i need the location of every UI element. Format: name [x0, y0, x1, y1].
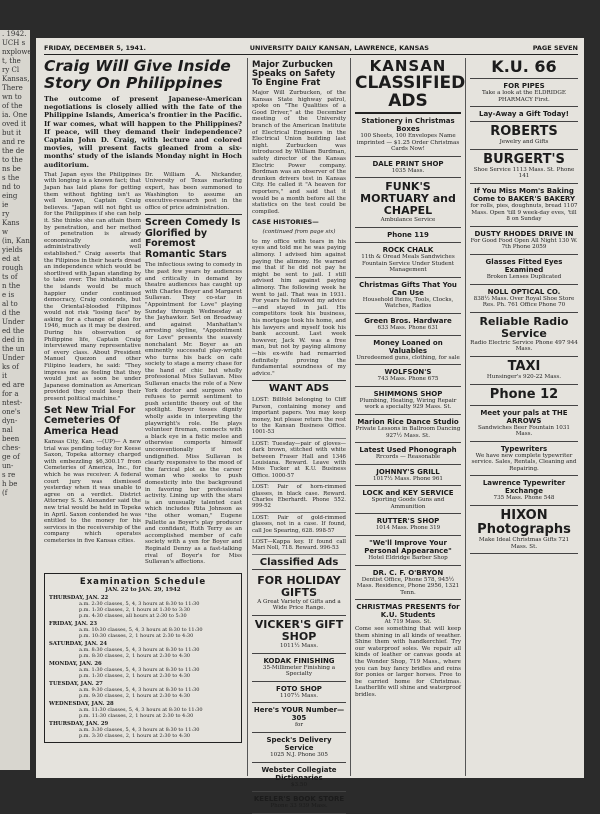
- column-craig-story: [44, 58, 248, 776]
- ad-title: Reliable Radio Service: [479, 314, 569, 340]
- ad-christmas-presents: CHRISTMAS PRESENTS for K.U. Students At 719 Mass. St. Come see something that will keep them shining in all kinds of weather. Shine them with handkerchief. Try our waterproof soles. We repair all kinds of leather or canvas goods at the Wonder Shop, 719 Mass., where you can buy fancy bridles and reins for ponies or larger horses. Free to be carried home for Christmas. Leatherlife will shine and waterproof bridles.: [355, 603, 461, 698]
- ad-text: Dentist Office, Phone 578, 945½ Mass. Residence, Phone 2956, 1321 Tenn.: [356, 576, 460, 596]
- prev-page-fragment: been: [2, 435, 20, 443]
- ad-title: Meet your pals at THE ARROWS: [480, 408, 568, 425]
- exam-line: p.m. 8:30 classes, 2, 1 hours at 2:30 to 4:30: [79, 652, 191, 659]
- prev-page-fragment: ded in: [2, 336, 25, 344]
- screen-comedy-headline: Screen Comedy Is Glorified by Foremost Romantic Stars: [145, 217, 241, 260]
- ad-text: Make Ideal Christmas Gifts 721 Mass. St.: [478, 537, 570, 550]
- prev-page-fragment: eing: [2, 192, 18, 200]
- ad-title: Phone 119: [387, 230, 429, 239]
- prev-page-fragment: e is: [2, 291, 15, 299]
- new-trial-headline: Set New Trial For Cemeteries Of America Head: [44, 404, 136, 437]
- ad-block: [355, 536, 461, 566]
- ad-title: Lay-Away a Gift Today!: [479, 110, 569, 119]
- ad-title: FOTO SHOP: [276, 684, 322, 693]
- exam-line: a.m. 9:30 classes, 5, 4, 3 hours at 8:30 to 11:30: [79, 686, 200, 693]
- ad-block: [355, 314, 461, 336]
- ad-block: [252, 763, 346, 793]
- ad-block: [470, 150, 578, 184]
- prev-page-fragment: and re: [2, 138, 25, 146]
- ad-title: KODAK FINISHING: [263, 656, 335, 665]
- nickander-item: Dr. William A. Nickander, University of Texas marketing expert, has been summoned to Washington to assume an executive-research post in the office of price administration.: [145, 171, 242, 211]
- ad-block: [355, 486, 461, 514]
- previous-page-edge: [0, 30, 30, 770]
- exam-line: a.m. 11:30 classes, 5, 4, 3 hours at 8:30 to 11:30: [79, 706, 203, 713]
- ad-title: SHIMMONS SHOP: [373, 389, 443, 398]
- ad-title: "We'll Improve Your Personal Appearance": [364, 539, 452, 556]
- classified-banner: [355, 57, 466, 114]
- prev-page-fragment: w: [2, 228, 8, 236]
- ad-text: 1017½ Mass. Phone 961: [373, 475, 443, 482]
- prev-page-fragment: dyn-: [2, 417, 18, 425]
- ad-title: RUTTER'S SHOP: [376, 517, 440, 526]
- craig-lead: The outcome of present Japanese-American negotiations is closely allied with the fate of the Philippine Islands, America's frontier in the Pacific. If war comes, what will happen to the Philippines? If peace, will they demand their independence? Captain John D. Craig, with lecture and colored movies, will present facts gleaned from a six-months' study of the islands Monday night in Hoch auditorium.: [44, 95, 242, 169]
- prev-page-fragment: al to: [2, 300, 18, 308]
- exam-line: p.m. 9:30 classes, 2, 1 hours at 2:30 to 4:30: [79, 692, 191, 699]
- prev-page-fragment: s the: [2, 174, 20, 182]
- ad-text: 633 Mass. Phone 631: [377, 324, 439, 331]
- ad-title: FOR HOLIDAY GIFTS: [257, 573, 341, 599]
- ad-text: Radio Electric Service Phone 497 944 Mass.: [470, 339, 578, 353]
- prev-page-fragment: Under: [2, 318, 25, 326]
- prev-page-fragment: (in, Kan: [2, 237, 30, 245]
- prev-page-fragment: ge of: [2, 453, 20, 461]
- ad-block: [470, 122, 578, 150]
- prev-page-fragment: yields: [2, 246, 23, 254]
- ad-block: [470, 506, 578, 554]
- prev-page-fragment: ed the: [2, 327, 25, 335]
- prev-page-fragment: it: [2, 372, 8, 380]
- prev-page-fragment: n the: [2, 282, 21, 290]
- ad-text: 1011½ Mass.: [279, 643, 319, 650]
- want-ad-item: LOST: Pair of gold-rimmed glasses, not in a case. If found, call Joe Spearing, 628. 998-57: [252, 513, 346, 537]
- ad-text: for rolls, pies, doughnuts, bread 1107 Mass. Open 'till 9 week-day eves, 'till 8 on Sunday: [470, 202, 578, 223]
- ad-text: $3.50: [290, 781, 307, 788]
- prev-page-fragment: ie: [2, 201, 9, 209]
- ad-text: Plumbing, Heating, Wiring Repair work a specialty 929 Mass. St.: [359, 397, 457, 411]
- ad-text: 100 Sheets, 100 Envelopes Name imprinted — $1.25 Order Christmas Cards Now!: [356, 133, 460, 153]
- want-ad-item: LOST: Pair of horn-rimmed glasses, in black case. Reward. Charles Eberhardt. Phone 552. 999-52: [252, 482, 346, 513]
- page-header: [44, 44, 578, 55]
- ad-block: [470, 184, 578, 227]
- exam-line: p.m. 3:30 classes, 2, 1 hours at 2:30 to 4:30: [79, 732, 191, 739]
- ad-title: WOLFSON'S: [384, 368, 432, 377]
- ad-block: [470, 227, 578, 255]
- exam-schedule-dates: JAN. 22 to JAN. 29, 1942: [105, 586, 181, 593]
- prev-page-fragment: ts of: [2, 273, 18, 281]
- classified-ads-title: Classified Ads: [252, 558, 346, 570]
- ad-title: Lawrence Typewriter Exchange: [482, 479, 566, 496]
- craig-headline: Craig Will Give Inside Story On Philippines: [44, 57, 231, 92]
- prev-page-fragment: to the: [2, 156, 23, 164]
- prev-page-fragment: ry: [2, 210, 10, 218]
- ad-title: Glasses Fitted Eyes Examined: [485, 257, 563, 274]
- ad-text: 11th & Oread Meals Sandwiches Fountain Service Under Student Management: [361, 253, 455, 274]
- prev-page-fragment: d the: [2, 309, 21, 317]
- ad-title: If You Miss Mom's Baking Come to BAKER'S BAKERY: [472, 186, 576, 203]
- ad-title: ROCK CHALK: [382, 245, 434, 254]
- ad-text: for: [294, 722, 304, 729]
- header-masthead: UNIVERSITY DAILY KANSAN, LAWRENCE, KANSAS: [249, 44, 429, 52]
- ad-block: [355, 278, 461, 314]
- case-histories-body: to my office with tears in his eyes and told me he was paying alimony. I advised him against paying the alimony. He warned me that if he did not pay he might be sent to jail. I still advised him against paying alimony. The following week he went to jail. That was in 1931. For years he followed my advice—and stayed in jail. His competitors took his business, his mortgage took his home, and his lawyers and myself took his bank account. Last week however, Jack W. was a free man, but not by paying alimony—his ex-wife had remarried definitely proving the fundamental soundness of my advice.": [252, 238, 346, 377]
- ad-block: [470, 442, 578, 477]
- exam-day: THURSDAY, JAN. 29: [49, 720, 109, 727]
- ad-block: [470, 357, 578, 385]
- header-date: FRIDAY, DECEMBER 5, 1941.: [44, 44, 147, 52]
- ad-block: [252, 703, 346, 733]
- ad-title: Christmas Gifts That You Can Use: [359, 280, 457, 297]
- exam-line: a.m. 1:30 classes, 5, 4, 3 hours at 8:30 to 11:30: [79, 666, 200, 673]
- column-zurbucken: [248, 58, 351, 810]
- column-classified: [351, 58, 466, 776]
- prev-page-fragment: nxplowe: [2, 48, 32, 56]
- newspaper-page: [36, 38, 584, 810]
- exam-line: p.m. 11:30 classes, 2, 1 hours at 2:30 to 4:30: [79, 712, 194, 719]
- ad-text: Rrcords — Reasonable: [375, 454, 441, 461]
- ad-text: Ambulance Service: [380, 217, 436, 224]
- ad-block: [252, 792, 346, 814]
- ad-text: 743 Mass. Phone 675: [377, 376, 439, 383]
- ad-block: [355, 514, 461, 536]
- kansan-label: KANSAN: [369, 57, 447, 75]
- ad-block: [355, 465, 461, 487]
- ad-title: Marion Rice Dance Studio: [357, 417, 459, 426]
- ad-text: 838½ Mass. Over Royal Shoe Store Res. Ph. 761 Office Phone 70: [473, 295, 575, 309]
- exam-schedule-title: Examination Schedule: [79, 576, 207, 587]
- prev-page-fragment: ia. One: [2, 111, 28, 119]
- prev-page-fragment: for a: [2, 390, 19, 398]
- screen-comedy-body: The infectious swing to comedy in the past few years by audiences and critically in demand by theatre audiences has caught up with Charles Boyer and Margaret Sullavan. They co-star in "Appointment for Love" playing Sunday through Wednesday at the Jayhawker. Set on Broadway and against Manhattan's arresting skyline, "Appointment for Love" presents the suavely nonchalant Mr. Boyer as an eminently successful play-wright who turns his back on cafe society to stage a merry chase for the hand of chic but wholly professional Miss Sullavan. Miss Sullavan enacts the role of a New York doctor and surgeon who refuses to permit sentiment to push scientific theory out of the spotlight. Boyer tosses dignity wholly aside in interpreting the playwright's role. He plays volunteer fireman, connects with a black eye in a fistic melee and otherwise comports himself unconventionally if not undignified. Miss Sullavan is clearly responsive to the mood of the farcical plot as the career woman who seeks to push domesticity into the background in favoring her professional activity. Lining up with the stars is an unusually talented cast which includes Rita Johnson as "the other woman," Eugene Pallette as Boyer's play producer and confidant, Ruth Terry as an accomplished member of cafe society with a yen for Boyer and Reginald Denny as a fast-talking rival of Boyer's for Miss Sullavan's affections.: [145, 262, 242, 566]
- exam-line: a.m. 2:30 classes, 5, 4, 3 hours at 8:30 to 11:30: [79, 600, 200, 607]
- exam-line: p.m. 1:30 classes, 2, 1 hours at 1:30 to 3:30: [79, 606, 191, 613]
- ad-text: Jewelry and Gifts: [499, 139, 549, 146]
- prev-page-fragment: Under: [2, 354, 25, 362]
- ad-block: [355, 336, 461, 366]
- ad-title: Typewriters: [500, 444, 548, 453]
- ad-block: [252, 654, 346, 682]
- ad-title: NOLL OPTICAL CO.: [487, 287, 561, 296]
- exam-day: TUESDAY, JAN. 27: [49, 680, 103, 687]
- exam-day: THURSDAY, JAN. 22: [49, 594, 109, 601]
- prev-page-fragment: h be: [2, 480, 18, 488]
- ad-title: DALE PRINT SHOP: [372, 159, 444, 168]
- exam-day: FRIDAY, JAN. 23: [49, 620, 98, 627]
- ad-title: KEELER'S BOOK STORE: [253, 795, 345, 804]
- prev-page-fragment: ntest-: [2, 399, 23, 407]
- prev-page-fragment: the un: [2, 345, 25, 353]
- ad-title: LOCK and KEY SERVICE: [362, 489, 454, 498]
- ad-block: [355, 387, 461, 415]
- ad-text: Broken Lenses Duplicated: [486, 273, 562, 280]
- prev-page-fragment: the de: [2, 147, 25, 155]
- ad-title: Phone 12: [489, 386, 559, 402]
- exam-line: p.m. 4:30 classes, all hours at 2:30 to 5:30: [79, 612, 187, 619]
- classified-label: CLASSIFIED ADS: [355, 73, 466, 111]
- ad-block: [355, 178, 461, 228]
- prev-page-fragment: wn to: [2, 93, 22, 101]
- prev-page-fragment: oved it: [2, 120, 27, 128]
- ad-block: [355, 415, 461, 443]
- ad-title: VICKER'S GIFT SHOP: [254, 618, 344, 644]
- want-ad-item: LOST—Kappa key. If found call Mari Noll, 718. Reward. 996-53: [252, 537, 346, 555]
- ad-block: [252, 572, 346, 616]
- ad-text: Household Items, Tools, Clocks, Watches, Radios: [362, 296, 454, 310]
- ad-title: Here's YOUR Number—305: [253, 706, 345, 723]
- prev-page-fragment: ns be: [2, 165, 21, 173]
- ad-title: Latest Used Phonograph: [359, 446, 457, 455]
- ad-block: [470, 255, 578, 285]
- want-ad-item: LOST: Tuesday—pair of gloves—dark brown, stitched with white between Fraser Hall and 1346 Louisiana. Reward. Leave with Miss Tucker at K.U. Business Office. 1000-57: [252, 439, 346, 482]
- ad-title: BURGERT'S: [483, 151, 565, 167]
- ad-block: [470, 285, 578, 313]
- ad-title: DR. C. F. O'BRYON: [372, 568, 444, 577]
- exam-day: SATURDAY, JAN. 24: [49, 640, 108, 647]
- ad-text: Take a look at the ELDRIDGE PHARMACY First.: [482, 90, 566, 103]
- prev-page-fragment: t, the: [2, 57, 21, 65]
- prev-page-fragment: UCH s: [2, 39, 26, 47]
- ad-block: [470, 313, 578, 357]
- new-trial-body: Kansas City, Kan. —(UP)— A new trial was pending today for Keese Saxon, Topeka attorney charged with embezzling $6,300.17 from Cemeteries of America, Inc., for which he was receiver. A federal court jury was dismissed yesterday when it was unable to agree on a verdict. District Attorney S. S. Alexander said the new trial would be held in Topeka in April. Saxon contended he was entitled to the money for his services in the receivership of the company which operates cemeteries in five Kansas cities.: [44, 439, 141, 545]
- ad-block: [355, 566, 461, 601]
- ad-title: TAXI: [507, 358, 541, 374]
- ad-title: DUSTY RHODES DRIVE IN: [474, 229, 574, 238]
- ad-text: Hunsinger's 920-22 Mass.: [486, 373, 562, 380]
- ad-text: Phone 33 939 Mass.: [270, 803, 328, 810]
- ad-block: [355, 228, 461, 243]
- exam-line: p.m. 1:30 classes, 2, 1 hours at 2:30 to 4:30: [79, 672, 191, 679]
- ad-text: Hotel Eldridge Barber Shop: [368, 555, 448, 562]
- want-ads-title: WANT ADS: [268, 383, 330, 395]
- exam-day: MONDAY, JAN. 26: [49, 660, 102, 667]
- prev-page-fragment: of the: [2, 102, 23, 110]
- exam-schedule: [44, 573, 242, 743]
- prev-page-fragment: rough: [2, 264, 24, 272]
- ad-block: [470, 107, 578, 122]
- zurbucken-headline: Major Zurbucken Speaks on Safety To Engine Frat: [252, 60, 336, 88]
- ad-text: Private Lessons in Ballroom Dancing 927½ Mass. St.: [355, 425, 461, 439]
- ad-title: Stationery in Christmas Boxes: [361, 117, 455, 133]
- ad-text: A Great Variety of Gifts and a Wide Price Range.: [257, 598, 341, 612]
- prev-page-fragment: Kans: [2, 219, 20, 227]
- prev-page-fragment: Kansas,: [2, 75, 30, 83]
- ad-text: 1035 Mass.: [391, 167, 425, 174]
- ad-title: FUNK'S MORTUARY and CHAPEL: [360, 180, 456, 218]
- prev-page-fragment: nd to: [2, 183, 21, 191]
- ad-text: Shoe Service 1113 Mass. St. Phone 141: [473, 166, 575, 180]
- ad-text: Unredeemed guns, clothing, for sale: [356, 354, 460, 361]
- ad-title: Webster Collegiate Dictionaries: [261, 765, 337, 782]
- prev-page-fragment: ks of: [2, 363, 19, 371]
- ad-block: [470, 385, 578, 406]
- prev-page-fragment: ches-: [2, 444, 21, 452]
- ad-block: [470, 79, 578, 107]
- ad-text: We have new complete typewriter service. Sales, Rentals, Cleaning and Repairing.: [471, 452, 577, 472]
- ad-text: For Good Food Open All Night 130 W. 7th Phone 2059: [470, 237, 578, 251]
- ad-title: Green Bros. Hardware: [364, 316, 452, 325]
- exam-line: a.m. 3:30 classes, 5, 4, 3 hours at 8:30 to 11:30: [79, 726, 200, 733]
- ad-block: [470, 476, 578, 506]
- ad-text: Sporting Goods Guns and Ammunition: [371, 497, 445, 510]
- prev-page-fragment: ed at: [2, 255, 20, 263]
- prev-page-fragment: ry Cl: [2, 66, 20, 74]
- ad-text: 735 Mass. Phone 548: [493, 495, 555, 502]
- ad-text: 1107½ Mass.: [279, 692, 319, 699]
- prev-page-fragment: There: [2, 84, 23, 92]
- prev-page-fragment: but it: [2, 129, 22, 137]
- ad-text: 1025 N.J. Phone 305: [270, 752, 328, 759]
- case-histories-title: CASE HISTORIES—: [252, 218, 319, 227]
- ad-title: Money Loaned on Valuables: [373, 338, 443, 355]
- ad-text: Sandwiches Beer Fountain 1031 Mass.: [478, 424, 570, 438]
- ad-block: [355, 157, 461, 179]
- prev-page-fragment: ed are: [2, 381, 25, 389]
- ad-title: FOR PIPES: [503, 82, 545, 90]
- exam-day: WEDNESDAY, JAN. 28: [49, 700, 114, 707]
- exam-line: p.m. 10:30 classes, 2, 1 hours at 2:30 to 4:30: [79, 632, 194, 639]
- ad-block: [355, 114, 461, 157]
- prev-page-fragment: un-: [2, 462, 14, 470]
- want-ad-item: LOST: Billfold belonging to Cliff Parson, containing money and important papers. You may keep money, but please return the rest to the Kansan Business Office. 1001-53: [252, 395, 346, 438]
- ad-title: ROBERTS: [490, 124, 558, 140]
- header-page-number: PAGE SEVEN: [532, 44, 578, 52]
- prev-page-fragment: nal: [2, 426, 13, 434]
- zurbucken-body: Major Will Zurbucken, of the Kansas State highway patrol, spoke on "The Qualities of a Good Driver," at the December meeting of the University branch of the American Institute of Electrical Engineers in the Electrical Union building last night. Zurbucken was introduced by William Burdman, safety director of the Kansas Electric Power company. Bordman was an observer of the drunken drivers test in Kansas City. He called it "A heaven for reporters," and said that it would be a month before all the statistics on the test could be compiled.: [252, 90, 346, 215]
- exam-line: a.m. 10:30 classes, 5, 4, 3 hours at 8:30 to 11:30: [79, 626, 203, 633]
- ad-block: [252, 733, 346, 763]
- case-histories-sub: (continued from page six): [262, 229, 336, 236]
- prev-page-fragment: s re: [2, 471, 16, 479]
- ad-block: [252, 616, 346, 654]
- craig-body: That Japan eyes the Philippines with longing is a known fact; that Japan has laid plans for getting them without fighting isn't as well known, Captain Craig believes. "Japan will not fight us for the Philippines if she can help it. She thinks she can attain them by penetration, and her method of penetration is already economically and administratively well established." Craig asserts that the Filipinos in their hearts dread an independence which would be shortlived with Japan standing by to take over. The inhabitants of the islands would be much happier under continued democracy, Craig contends, but the Oriental-blooded Filipinos would not risk "losing face" by asking for a change of plan for 1946, much as it may be desired. During his observation of Philippine life, Captain Craig interviewed many representative of every class. About President Manuel Quezon and other Filipino leaders, he said: "They impress me as feeling that they would just as soon be under Japanese domination as American provided they could keep their present political machine.": [44, 171, 141, 403]
- ad-title: HIXON Photographs: [477, 508, 571, 538]
- ad-title: Speck's Delivery Service: [266, 736, 332, 753]
- prev-page-fragment: (f: [2, 489, 8, 497]
- ad-title: JOHNNY'S GRILL: [376, 467, 440, 476]
- ad-block: [470, 406, 578, 442]
- exam-line: a.m. 8:30 classes, 5, 4, 3 hours at 8:30 to 11:30: [79, 646, 200, 653]
- ad-block: [355, 243, 461, 278]
- ad-block: [252, 682, 346, 704]
- ku66-banner: K.U. 66: [470, 58, 578, 79]
- ad-block: [355, 443, 461, 465]
- ad-block: [355, 365, 461, 387]
- ad-text: 1014 Mass. Phone 319: [375, 525, 441, 532]
- prev-page-fragment: . 1942.: [2, 30, 27, 38]
- ad-text: 35-Millimeter Finishing a Specialty: [262, 664, 336, 678]
- prev-page-fragment: one's: [2, 408, 21, 416]
- column-ads-right: [466, 58, 578, 776]
